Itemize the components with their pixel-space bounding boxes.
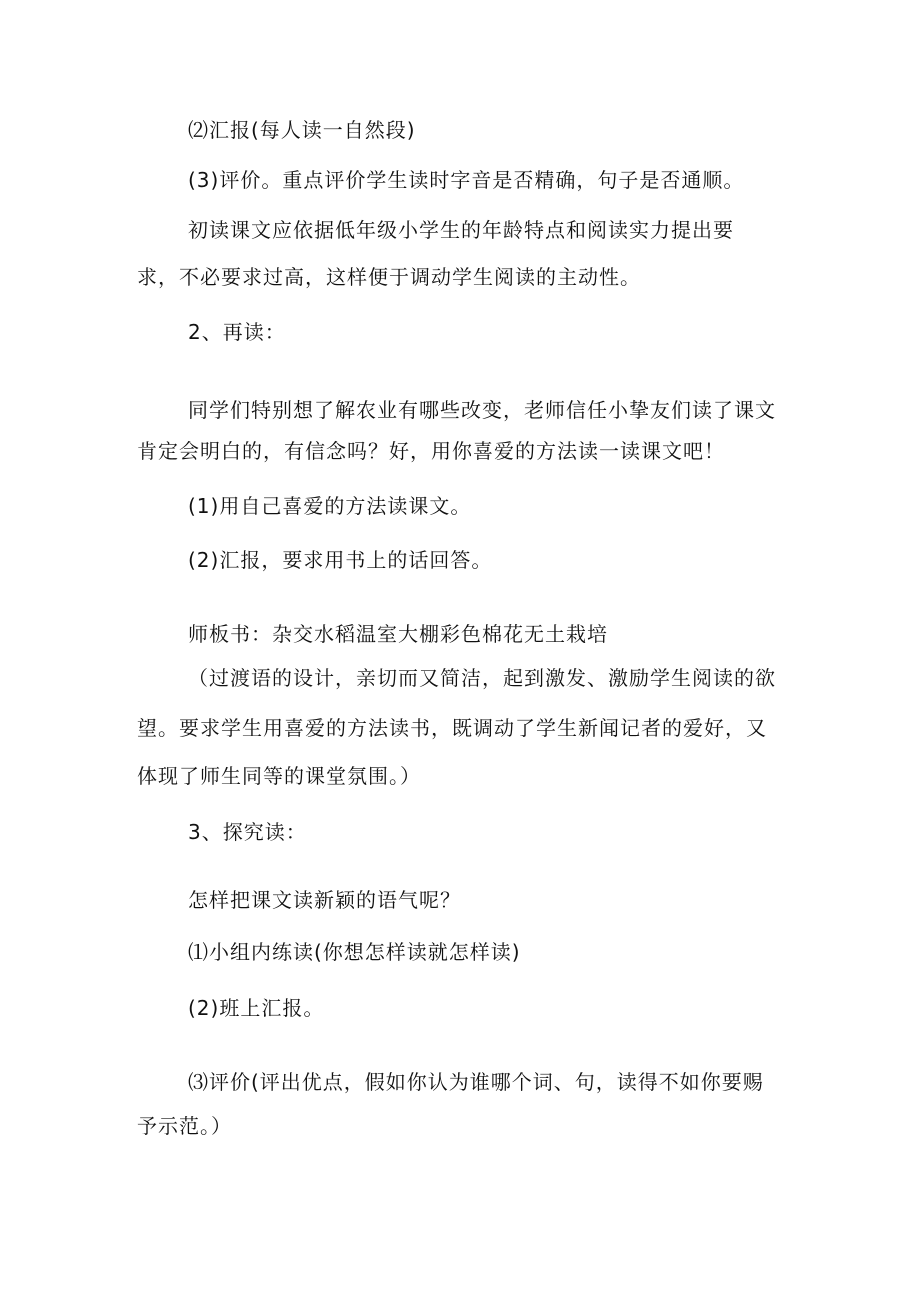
text-line-step-3-1: ⑴小组内练读(你想怎样读就怎样读) — [188, 940, 521, 964]
text-line-intro-2b: 肯定会明白的，有信念吗？好，用你喜爱的方法读一读课文吧！ — [137, 439, 725, 463]
text-line-question: 怎样把课文读新颖的语气呢？ — [188, 888, 461, 912]
text-line-blackboard: 师板书：杂交水稻温室大棚彩色棉花无土栽培 — [188, 622, 608, 646]
text-line-evaluation-1: (3)评价。重点评价学生读时字音是否精确，句子是否通顺。 — [188, 168, 745, 192]
text-line-step-3-3a: ⑶评价(评出优点，假如你认为谁哪个词、句，读得不如你要赐 — [188, 1070, 764, 1094]
text-line-commentary-2b: 望。要求学生用喜爱的方法读书，既调动了学生新闻记者的爱好，又 — [137, 716, 767, 740]
text-line-step-3-2: (2)班上汇报。 — [188, 996, 325, 1020]
text-line-step-2-2: (2)汇报，要求用书上的话回答。 — [188, 548, 493, 572]
text-line-commentary-1b: 求，不必要求过高，这样便于调动学生阅读的主动性。 — [137, 265, 641, 289]
text-line-commentary-2c: 体现了师生同等的课堂氛围。） — [137, 764, 421, 788]
text-line-report-1: ⑵汇报(每人读一自然段) — [188, 118, 416, 142]
text-line-step-3-3b: 予示范。） — [137, 1114, 232, 1138]
text-line-commentary-2a: （过渡语的设计，亲切而又简洁，起到激发、激励学生阅读的欲 — [188, 666, 776, 690]
section-heading-reread: 2、再读： — [188, 320, 286, 344]
section-heading-explore: 3、探究读： — [188, 820, 307, 844]
text-line-commentary-1a: 初读课文应依据低年级小学生的年龄特点和阅读实力提出要 — [188, 218, 734, 242]
text-line-intro-2a: 同学们特别想了解农业有哪些改变，老师信任小挚友们读了课文 — [188, 398, 776, 422]
text-line-step-2-1: (1)用自己喜爱的方法读课文。 — [188, 494, 472, 518]
